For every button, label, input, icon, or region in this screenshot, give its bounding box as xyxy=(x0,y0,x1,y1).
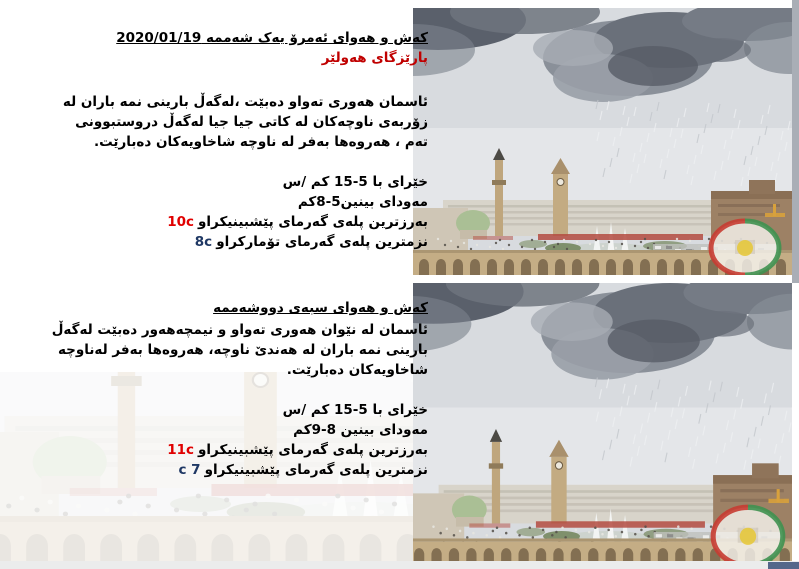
tomorrow-min-temp-value: 7 c xyxy=(178,462,201,478)
today-visibility: مەودای بینین5-8کم xyxy=(297,194,428,210)
report-text-column xyxy=(50,28,428,480)
section-tomorrow xyxy=(50,298,428,480)
today-max-temp-value: 10c xyxy=(167,214,195,230)
today-max-temp-label: بەرزترین پلەی گەرمای پێشبینیکراو xyxy=(198,214,428,230)
today-min-temp xyxy=(50,232,428,252)
tomorrow-max-temp-label: بەرزترین پلەی گەرمای پێشبینیکراو xyxy=(198,442,428,458)
tomorrow-title: كەش و هەوای سبەی دووشەممە xyxy=(213,300,428,316)
today-forecast-text: ئاسمان هەوری تەواو دەبێت ،لەگەڵ بارینی نمە باران لە زۆربەی ناوچەکان لە کاتی جیا جیا لەگەڵ دروستبوونی تەم ، هەروەها بەفر لە ناوچە شاخاویەکان دەبارێت. xyxy=(62,94,428,150)
city-photo-tomorrow xyxy=(413,283,792,561)
tomorrow-min-temp xyxy=(50,460,428,480)
corner-navy-bar xyxy=(768,562,799,569)
tomorrow-visibility: مەودای بینین 8-9کم xyxy=(293,422,428,438)
tomorrow-wind: خێرای با 5-15 کم /س xyxy=(282,402,428,418)
today-wind: خێرای با 5-15 کم /س xyxy=(282,174,428,190)
section-today xyxy=(50,28,428,252)
tomorrow-max-temp-value: 11c xyxy=(167,442,195,458)
today-min-temp-label: نزمترین پلەی گەرمای تۆمارکراو xyxy=(216,234,428,250)
region-label: پارێزگای هەولێر xyxy=(321,50,428,66)
today-max-temp xyxy=(50,212,428,232)
tomorrow-min-temp-label: نزمترین پلەی گەرمای پێشبینیکراو xyxy=(204,462,428,478)
tomorrow-forecast-text: ئاسمان لە نێوان هەوری تەواو و نیمچەهەور دەبێت لەگەڵ بارینی نمە باران لە هەندێ ناوچە، هەروەها بەفر لەناوچە شاخاویەکان دەبارێت. xyxy=(51,322,428,378)
right-edge-strip xyxy=(792,0,799,283)
today-min-temp-value: 8c xyxy=(194,234,213,250)
city-photo-today xyxy=(413,8,792,275)
bottom-margin-strip xyxy=(0,561,799,569)
today-title: كەش و هەوای ئەمرۆ یەک شەممە 2020/01/19 xyxy=(116,30,428,46)
tomorrow-max-temp xyxy=(50,440,428,460)
